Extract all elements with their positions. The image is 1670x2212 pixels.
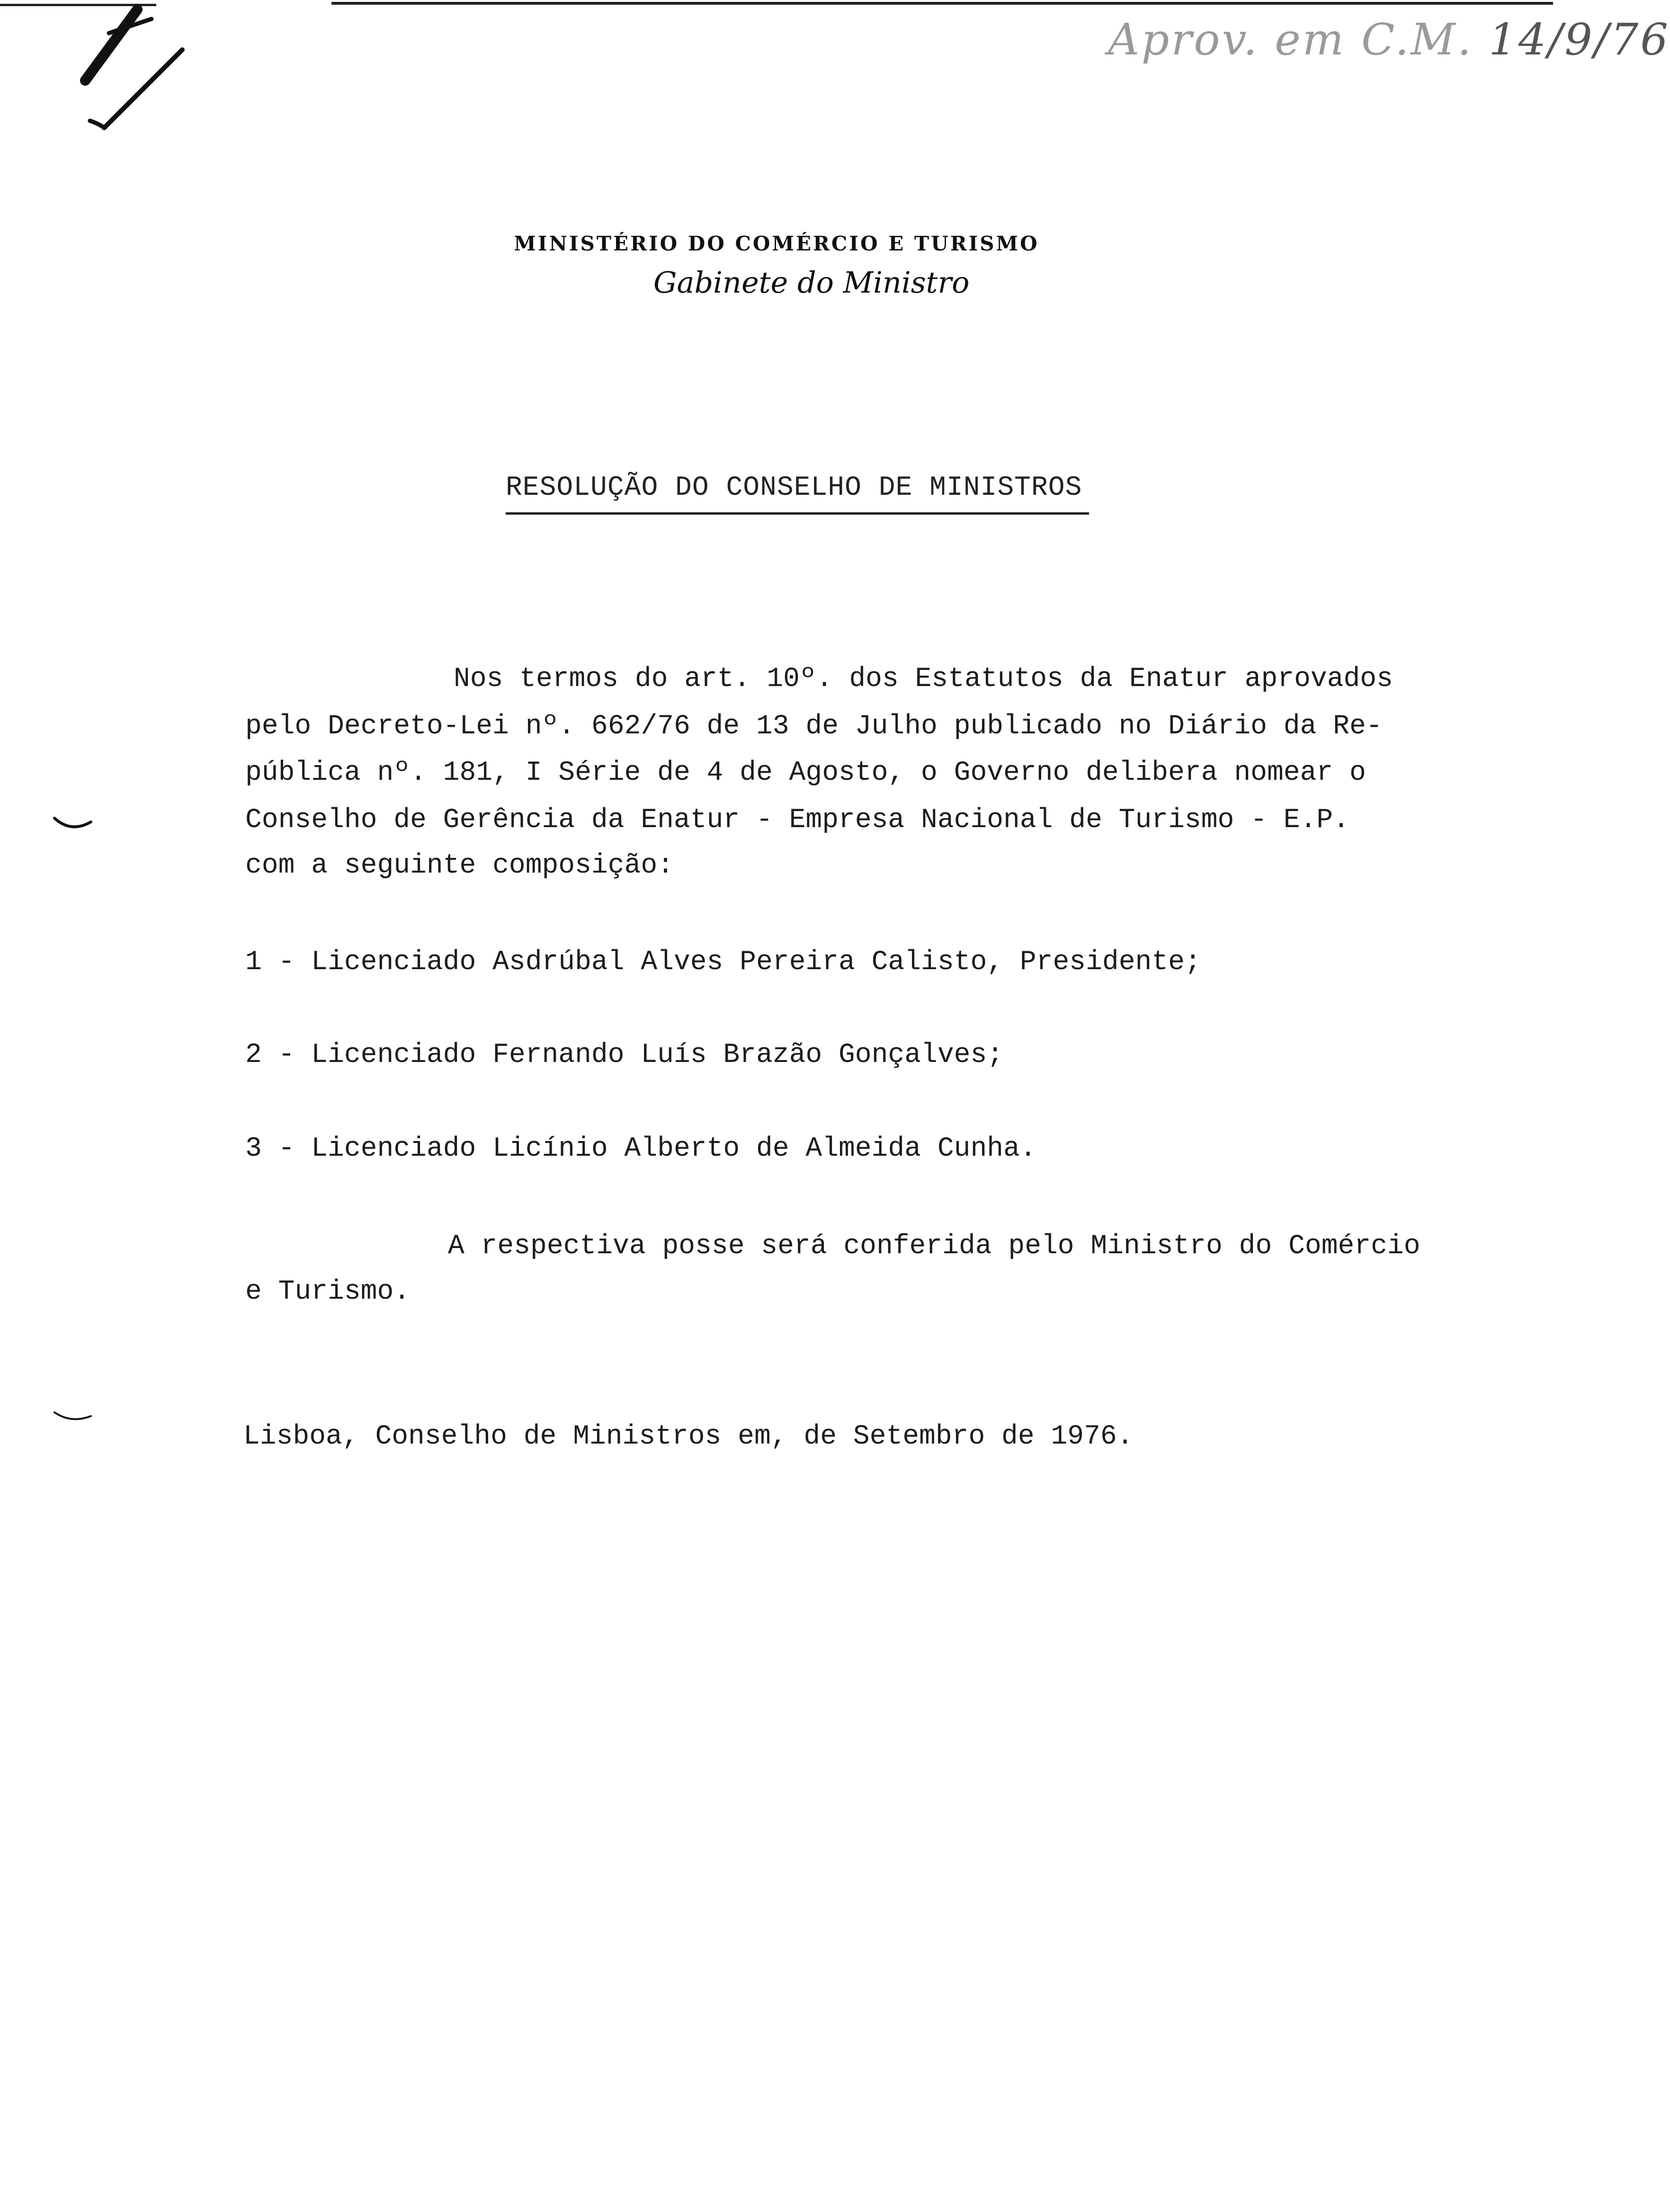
handwritten-reference-number: 14/9/76 <box>1489 14 1670 65</box>
ministry-heading: MINISTÉRIO DO COMÉRCIO E TURISMO <box>514 232 1039 255</box>
top-border <box>331 2 1553 5</box>
member-item: 1 - Licenciado Asdrúbal Alves Pereira Calisto, Presidente; <box>245 947 1201 978</box>
cabinet-heading: Gabinete do Ministro <box>653 265 970 300</box>
punch-hole-mark <box>52 814 95 833</box>
punch-hole-mark <box>52 1409 95 1427</box>
paragraph-line: pelo Decreto-Lei nº. 662/76 de 13 de Julho publicado no Diário da Re- <box>245 711 1383 742</box>
paragraph-line: Nos termos do art. 10º. dos Estatutos da Enatur aprovados <box>454 664 1393 695</box>
paragraph-line: com a seguinte composição: <box>245 850 674 881</box>
handwritten-reference <box>1108 14 1670 76</box>
closing-line: e Turismo. <box>245 1276 411 1307</box>
document-title: RESOLUÇÃO DO CONSELHO DE MINISTROS <box>506 473 1082 503</box>
member-item: 3 - Licenciado Licínio Alberto de Almeida Cunha. <box>245 1133 1036 1164</box>
title-underline <box>506 512 1089 515</box>
paragraph-line: Conselho de Gerência da Enatur - Empresa Nacional de Turismo - E.P. <box>245 805 1349 836</box>
place-date-line: Lisboa, Conselho de Ministros em, de Setembro de 1976. <box>243 1421 1134 1452</box>
member-item: 2 - Licenciado Fernando Luís Brazão Gonçalves; <box>245 1040 1004 1070</box>
handwritten-reference-prefix: Aprov. em C.M. <box>1108 14 1473 65</box>
paragraph-line: pública nº. 181, I Série de 4 de Agosto, o Governo delibera nomear o <box>245 758 1366 788</box>
closing-line: A respectiva posse será conferida pelo Ministro do Comércio <box>448 1231 1420 1262</box>
pen-strokes-mark <box>80 0 204 137</box>
